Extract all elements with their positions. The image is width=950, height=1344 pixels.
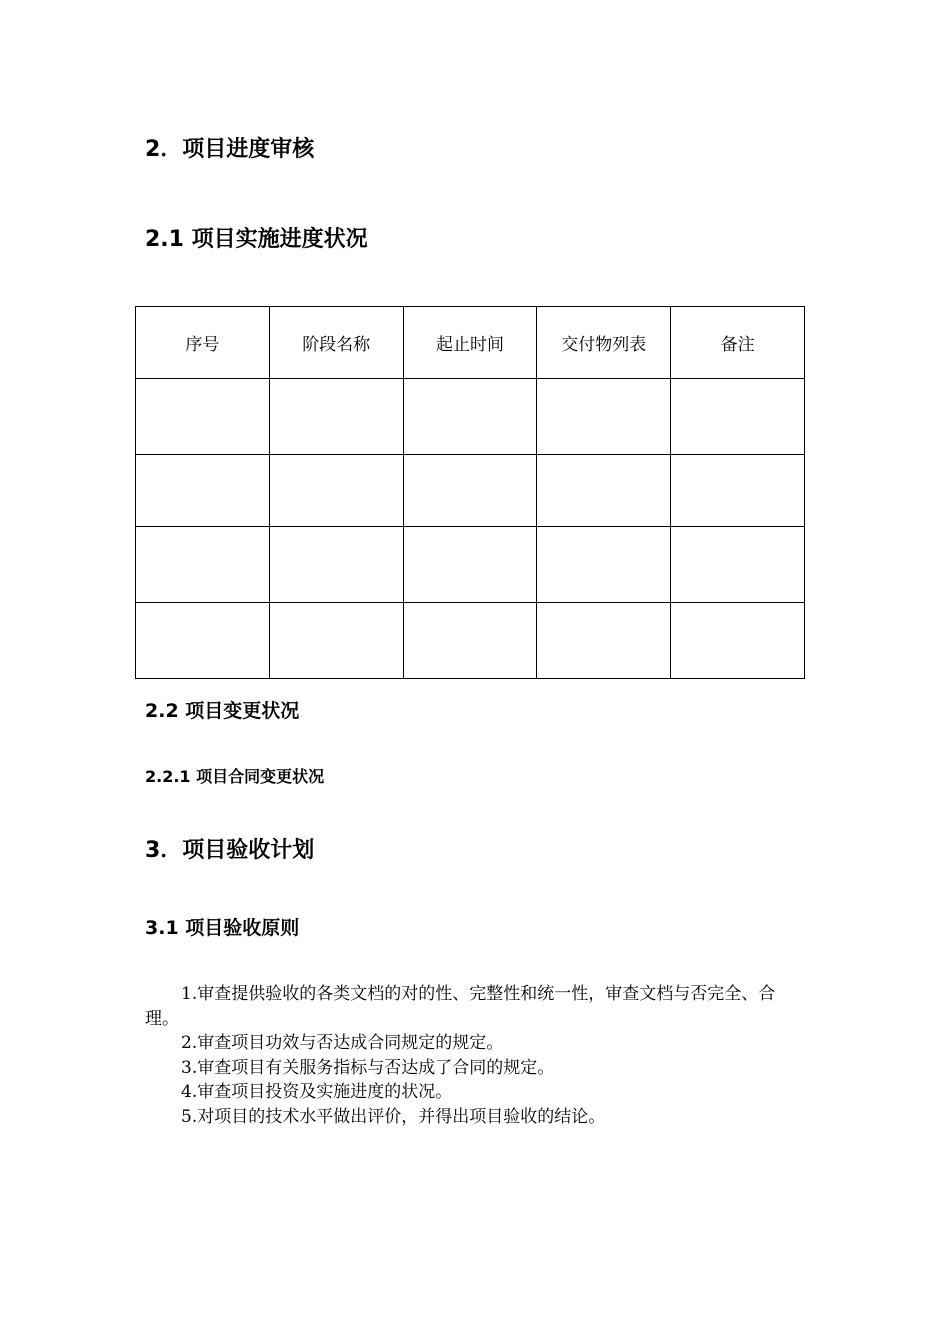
header-cell-notes: 备注 <box>671 307 805 379</box>
header-cell-period: 起止时间 <box>403 307 537 379</box>
section-heading-2-2: 2.2 项目变更状况 <box>145 700 300 722</box>
table-cell <box>136 455 270 527</box>
principle-item: 5.对项目的技术水平做出评价，并得出项目验收的结论。 <box>181 1106 606 1127</box>
section-heading-2-2-1: 2.2.1 项目合同变更状况 <box>145 767 325 786</box>
table-cell <box>671 527 805 603</box>
table-cell <box>136 603 270 679</box>
table-cell <box>269 603 403 679</box>
table-cell <box>403 527 537 603</box>
section-heading-3: 3．项目验收计划 <box>145 838 315 863</box>
section-heading-2-1: 2.1 项目实施进度状况 <box>145 227 368 252</box>
table-cell <box>269 455 403 527</box>
table-cell <box>403 455 537 527</box>
principle-item: 3.审查项目有关服务指标与否达成了合同的规定。 <box>181 1057 555 1078</box>
table-cell <box>403 379 537 455</box>
table-row <box>136 379 805 455</box>
table-cell <box>269 527 403 603</box>
table-cell <box>671 379 805 455</box>
principle-item: 4.审查项目投资及实施进度的状况。 <box>181 1082 453 1102</box>
header-cell-stage-name: 阶段名称 <box>269 307 403 379</box>
table-header-row <box>136 307 805 379</box>
table-cell <box>136 527 270 603</box>
progress-table <box>135 306 805 679</box>
table-row <box>136 455 805 527</box>
table-row <box>136 527 805 603</box>
section-heading-3-1: 3.1 项目验收原则 <box>145 917 300 939</box>
table-cell <box>537 603 671 679</box>
table-cell <box>671 603 805 679</box>
table-cell <box>537 455 671 527</box>
principle-item: 1.审查提供验收的各类文档的对的性、完整性和统一性，审查文档与否完全、合理。 <box>145 984 776 1029</box>
header-cell-index: 序号 <box>136 307 270 379</box>
table-cell <box>537 527 671 603</box>
table-cell <box>671 455 805 527</box>
table-cell <box>136 379 270 455</box>
header-cell-deliverables: 交付物列表 <box>537 307 671 379</box>
section-heading-2: 2．项目进度审核 <box>145 137 315 162</box>
table-cell <box>537 379 671 455</box>
principle-item: 2.审查项目功效与否达成合同规定的规定。 <box>181 1033 504 1053</box>
table-cell <box>403 603 537 679</box>
table-cell <box>269 379 403 455</box>
acceptance-principles-list <box>145 982 809 1129</box>
table-row <box>136 603 805 679</box>
